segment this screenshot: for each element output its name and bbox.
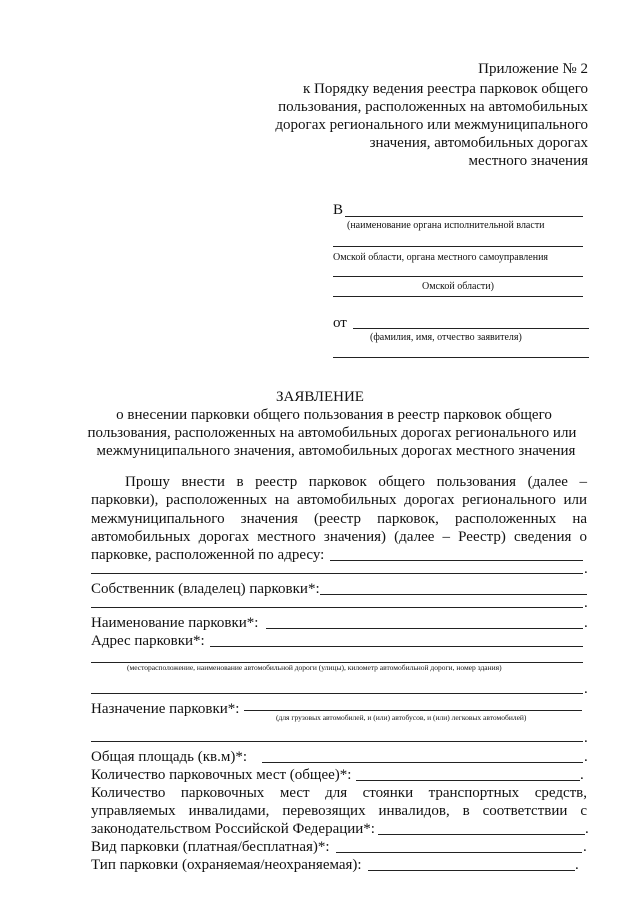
kind-label: Вид парковки (платная/бесплатная)*: <box>91 839 330 855</box>
subtitle-line: пользования, расположенных на автомобильных дорогах регионального или <box>87 425 577 441</box>
end-dot: . <box>584 615 588 631</box>
to-field-line-2[interactable] <box>333 246 583 247</box>
intro-line: автомобильных дорогах местного значения) (далее – Реестр) сведения о <box>91 529 587 545</box>
address-label: Адрес парковки*: <box>91 633 205 649</box>
addressee-line2-text: Омской области, органа местного самоуправления <box>333 252 549 263</box>
to-caption: (наименование органа исполнительной власти <box>347 220 545 231</box>
disabled-line: Количество парковочных мест для стоянки транспортных средств, <box>91 785 587 801</box>
address-input-line[interactable] <box>330 560 583 561</box>
end-dot: . <box>584 595 588 611</box>
header-line: к Порядку ведения реестра парковок общего <box>302 81 588 97</box>
name-label: Наименование парковки*: <box>91 615 259 631</box>
type-input-line[interactable] <box>368 870 575 871</box>
purpose-label: Назначение парковки*: <box>91 701 240 717</box>
header-line: пользования, расположенных на автомобильных <box>278 99 588 115</box>
disabled-line: управляемых инвалидами, перевозящих инвалидов, в соответствии с <box>91 803 587 819</box>
to-field-line-4[interactable] <box>333 296 583 297</box>
parking-address-input-line-3[interactable] <box>91 693 583 694</box>
from-caption: (фамилия, имя, отчество заявителя) <box>370 332 522 343</box>
end-dot: . <box>584 561 588 577</box>
disabled-last-line: законодательством Российской Федерации*: <box>91 821 375 837</box>
document-heading: ЗАЯВЛЕНИЕ <box>276 389 364 405</box>
area-input-line[interactable] <box>262 762 583 763</box>
to-field-line[interactable] <box>345 216 583 217</box>
owner-input-line[interactable] <box>320 594 587 595</box>
end-dot: . <box>575 857 579 873</box>
parking-address-input-line[interactable] <box>210 646 583 647</box>
end-dot: . <box>584 681 588 697</box>
owner-input-line-2[interactable] <box>91 607 583 608</box>
intro-last-line: парковке, расположенной по адресу: <box>91 547 325 563</box>
purpose-caption: (для грузовых автомобилей, и (или) автобусов, и (или) легковых автомобилей) <box>276 713 527 722</box>
end-dot: . <box>580 767 584 783</box>
address-caption: (месторасположение, наименование автомобильной дороги (улицы), километр автомобильной дороги, номер здания) <box>127 663 502 672</box>
from-field-line-2[interactable] <box>333 357 589 358</box>
disabled-input-line[interactable] <box>378 834 585 835</box>
intro-line: парковки), расположенных на автомобильных дорогах регионального или <box>91 492 587 508</box>
owner-label: Собственник (владелец) парковки*: <box>91 581 320 597</box>
header-line: местного значения <box>468 153 588 169</box>
type-label: Тип парковки (охраняемая/неохраняемая): <box>91 857 362 873</box>
header-line: дорогах регионального или межмуниципального <box>275 117 588 133</box>
area-label: Общая площадь (кв.м)*: <box>91 749 248 765</box>
to-prefix: В <box>333 202 344 218</box>
subtitle-line: о внесении парковки общего пользования в реестр парковок общего <box>116 407 552 423</box>
intro-line: Прошу внести в реестр парковок общего пользования (далее – <box>125 474 587 490</box>
end-dot: . <box>583 839 587 855</box>
subtitle-line: межмуниципального значения, автомобильных дорогах местного значения <box>96 443 576 459</box>
spaces-label: Количество парковочных мест (общее)*: <box>91 767 352 783</box>
to-field-line-3[interactable] <box>333 276 583 277</box>
name-input-line[interactable] <box>266 628 583 629</box>
from-prefix: от <box>333 315 347 331</box>
end-dot: . <box>584 730 588 746</box>
header-line: значения, автомобильных дорогах <box>369 135 588 151</box>
intro-line: межмуниципального значения (реестр парковок, расположенных на <box>91 511 587 527</box>
addressee-line3-text: Омской области) <box>422 281 494 292</box>
end-dot: . <box>584 749 588 765</box>
address-input-line-2[interactable] <box>91 573 583 574</box>
appendix-number: Приложение № 2 <box>478 61 588 77</box>
purpose-input-line-2[interactable] <box>91 741 583 742</box>
spaces-input-line[interactable] <box>356 780 580 781</box>
purpose-input-line[interactable] <box>244 710 582 711</box>
kind-input-line[interactable] <box>336 852 582 853</box>
end-dot: . <box>585 821 589 837</box>
from-field-line[interactable] <box>353 328 589 329</box>
